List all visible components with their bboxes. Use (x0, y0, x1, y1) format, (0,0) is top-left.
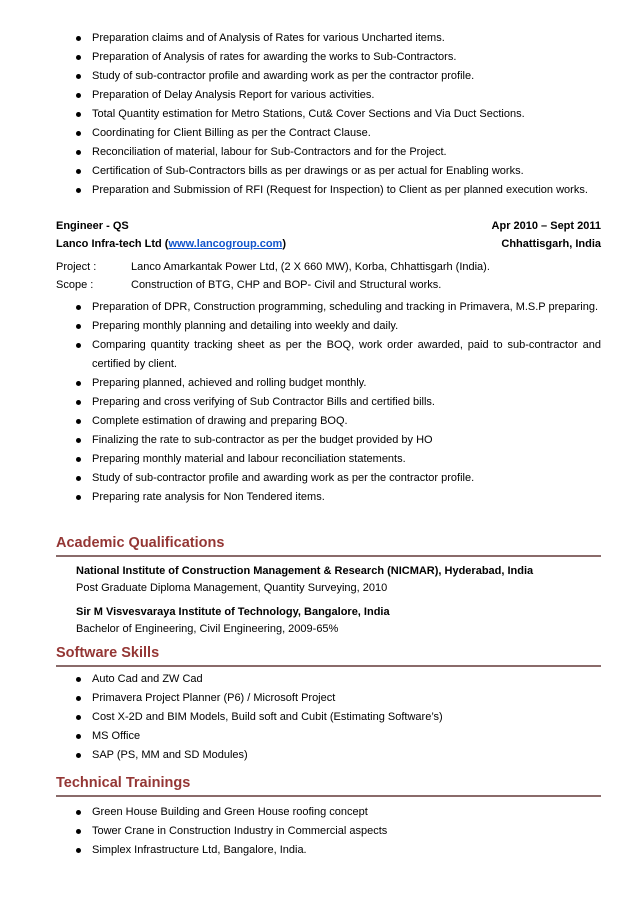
list-item-text: Tower Crane in Construction Industry in Commercial aspects (92, 825, 388, 837)
bullet-icon (76, 753, 81, 758)
bullet-icon (76, 324, 81, 329)
scope-value: Construction of BTG, CHP and BOP- Civil and Structural works. (131, 279, 442, 291)
list-item-text: Reconciliation of material, labour for Sub-Contractors and for the Project. (92, 146, 447, 158)
list-item (56, 431, 601, 450)
bullet-icon (76, 131, 81, 136)
list-item (56, 48, 601, 67)
list-item-text: Study of sub-contractor profile and awarding work as per the contractor profile. (92, 472, 475, 484)
list-item (56, 488, 601, 507)
list-item-text: MS Office (92, 730, 141, 742)
education-degree: Bachelor of Engineering, Civil Engineering, 2009-65% (76, 623, 339, 635)
list-item-text: Preparation claims and of Analysis of Rates for various Uncharted items. (92, 32, 445, 44)
list-item (56, 374, 601, 393)
software-skills (56, 670, 601, 765)
bullet-icon (76, 677, 81, 682)
bullet-icon (76, 829, 81, 834)
bullet-icon (76, 93, 81, 98)
company-row (56, 235, 601, 253)
list-item-text: Comparing quantity tracking sheet as per the BOQ, work order awarded, paid to sub-contractor and certified by client. (92, 339, 601, 370)
list-item-text: SAP (PS, MM and SD Modules) (92, 749, 248, 761)
list-item (56, 689, 601, 708)
list-item (56, 746, 601, 765)
list-item-text: Preparing monthly planning and detailing into weekly and daily. (92, 320, 399, 332)
bullet-icon (76, 112, 81, 117)
list-item-text: Study of sub-contractor profile and awarding work as per the contractor profile. (92, 70, 475, 82)
list-item (56, 124, 601, 143)
bullet-icon (76, 305, 81, 310)
list-item (56, 181, 601, 200)
previous-role-duties (56, 29, 601, 200)
project-details (56, 258, 601, 294)
job-location: Chhattisgarh, India (501, 238, 601, 250)
software-bullet-list (56, 670, 601, 765)
bullet-icon (76, 734, 81, 739)
list-item-text: Cost X-2D and BIM Models, Build soft and Cubit (Estimating Software’s) (92, 711, 443, 723)
bullet-icon (76, 495, 81, 500)
list-item (56, 162, 601, 181)
list-item (56, 317, 601, 336)
scope-label: Scope : (56, 279, 94, 291)
list-item (56, 670, 601, 689)
education-degree: Post Graduate Diploma Management, Quantity Surveying, 2010 (76, 582, 388, 594)
list-item (56, 727, 601, 746)
bullet-icon (76, 457, 81, 462)
trainings-heading: Technical Trainings (56, 773, 601, 797)
job-dates: Apr 2010 – Sept 2011 (491, 220, 601, 232)
education-entry-1 (76, 563, 596, 597)
bullet-icon (76, 438, 81, 443)
bullet-icon (76, 696, 81, 701)
company-text: Lanco Infra-tech Ltd ( (56, 238, 169, 250)
list-item-text: Preparing rate analysis for Non Tendered items. (92, 491, 325, 503)
academic-heading: Academic Qualifications (56, 533, 601, 557)
bullet-icon (76, 55, 81, 60)
company-text-end: ) (282, 238, 287, 250)
bullet-icon (76, 476, 81, 481)
list-item-text: Certification of Sub-Contractors bills as per drawings or as per actual for Enabling works. (92, 165, 524, 177)
bullet-icon (76, 810, 81, 815)
list-item (56, 708, 601, 727)
list-item-text: Preparing planned, achieved and rolling budget monthly. (92, 377, 367, 389)
bullet-icon (76, 343, 81, 348)
trainings-bullet-list (56, 803, 601, 860)
job-duties (56, 298, 601, 507)
education-institution: National Institute of Construction Management & Research (NICMAR), Hyderabad, India (76, 565, 534, 577)
bullet-icon (76, 419, 81, 424)
previous-role-bullet-list (56, 29, 601, 200)
job-title-row (56, 217, 601, 235)
bullet-icon (76, 188, 81, 193)
technical-trainings (56, 803, 601, 860)
list-item-text: Simplex Infrastructure Ltd, Bangalore, India. (92, 844, 307, 856)
project-row (56, 258, 601, 276)
list-item-text: Complete estimation of drawing and preparing BOQ. (92, 415, 348, 427)
list-item-text: Preparation and Submission of RFI (Request for Inspection) to Client as per planned execution works. (92, 184, 588, 196)
list-item (56, 841, 601, 860)
list-item (56, 450, 601, 469)
list-item (56, 469, 601, 488)
list-item (56, 29, 601, 48)
bullet-icon (76, 848, 81, 853)
list-item (56, 143, 601, 162)
job-title: Engineer - QS (56, 220, 129, 232)
list-item (56, 412, 601, 431)
project-label: Project : (56, 261, 97, 273)
bullet-icon (76, 36, 81, 41)
bullet-icon (76, 400, 81, 405)
list-item-text: Preparing and cross verifying of Sub Contractor Bills and certified bills. (92, 396, 435, 408)
scope-row (56, 276, 601, 294)
list-item-text: Preparation of Delay Analysis Report for various activities. (92, 89, 375, 101)
list-item-text: Total Quantity estimation for Metro Stations, Cut& Cover Sections and Via Duct Sections. (92, 108, 525, 120)
list-item (56, 67, 601, 86)
list-item (56, 336, 601, 374)
bullet-icon (76, 715, 81, 720)
project-value: Lanco Amarkantak Power Ltd, (2 X 660 MW), Korba, Chhattisgarh (India). (131, 261, 490, 273)
list-item-text: Finalizing the rate to sub-contractor as per the budget provided by HO (92, 434, 433, 446)
list-item-text: Green House Building and Green House roofing concept (92, 806, 368, 818)
list-item (56, 86, 601, 105)
job-header (56, 217, 601, 253)
bullet-icon (76, 74, 81, 79)
bullet-icon (76, 381, 81, 386)
company-name (56, 235, 286, 253)
education-institution: Sir M Visvesvaraya Institute of Technology, Bangalore, India (76, 606, 390, 618)
list-item (56, 803, 601, 822)
list-item (56, 393, 601, 412)
job-bullet-list (56, 298, 601, 507)
list-item (56, 298, 601, 317)
list-item (56, 822, 601, 841)
software-heading: Software Skills (56, 643, 601, 667)
bullet-icon (76, 150, 81, 155)
bullet-icon (76, 169, 81, 174)
list-item-text: Coordinating for Client Billing as per the Contract Clause. (92, 127, 371, 139)
list-item-text: Preparing monthly material and labour reconciliation statements. (92, 453, 406, 465)
list-item-text: Preparation of DPR, Construction programming, scheduling and tracking in Primavera, M.S.P preparing. (92, 301, 599, 313)
company-link[interactable]: www.lancogroup.com (168, 238, 283, 250)
list-item-text: Primavera Project Planner (P6) / Microsoft Project (92, 692, 336, 704)
education-entry-2 (76, 604, 596, 638)
list-item-text: Preparation of Analysis of rates for awarding the works to Sub-Contractors. (92, 51, 457, 63)
list-item (56, 105, 601, 124)
list-item-text: Auto Cad and ZW Cad (92, 673, 203, 685)
